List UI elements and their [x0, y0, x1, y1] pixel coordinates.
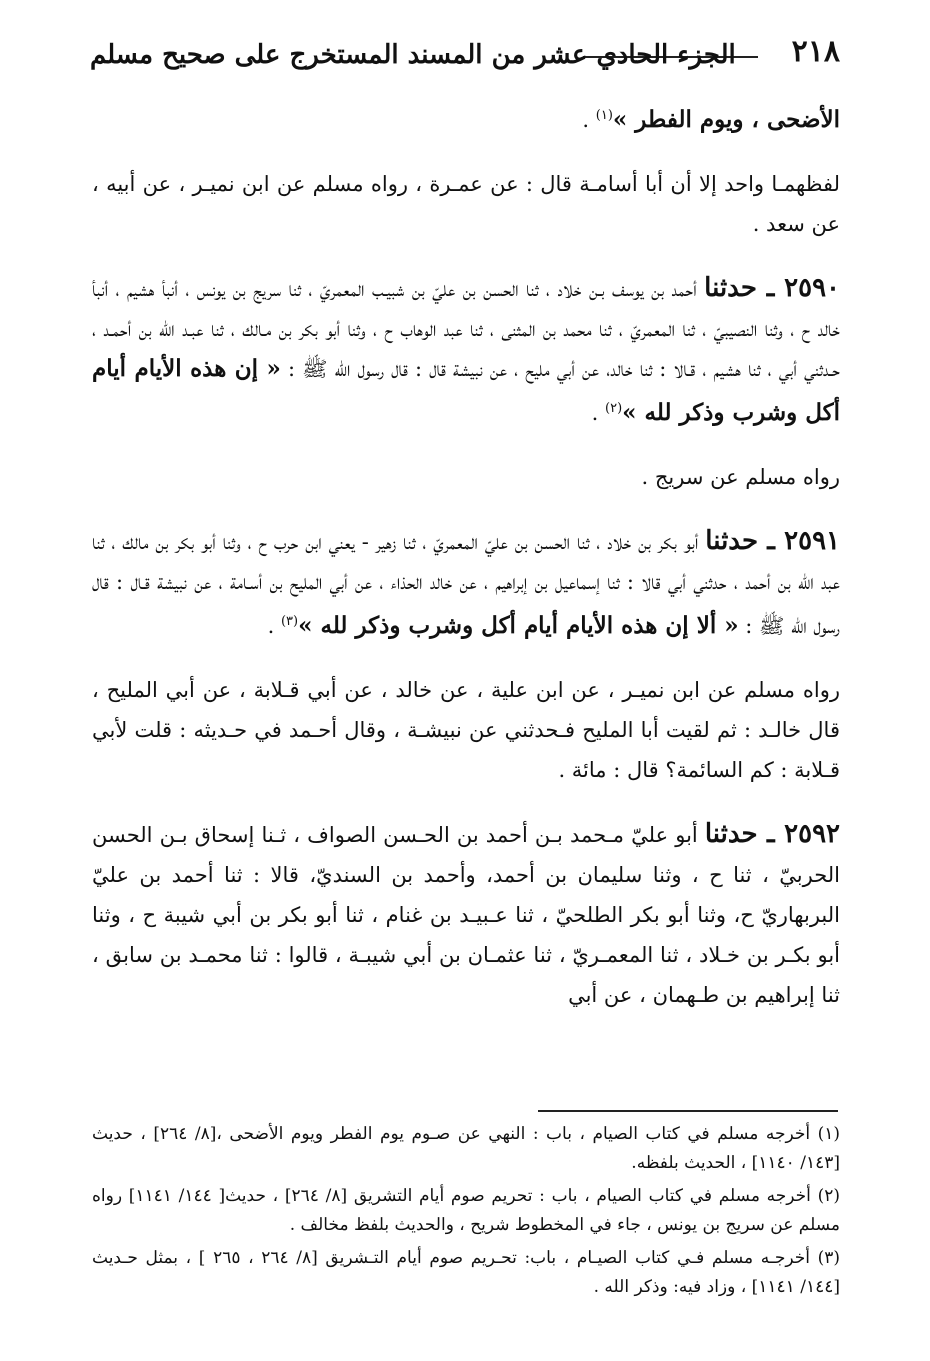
footnote-1: (١) أخرجه مسلم في كتاب الصيام ، باب : النهي عن صـوم يوم الفطر ويوم الأضحى ،[٨/ ٢٦٤] ، حديث [١٤٣/ ١١٤٠] ، الحديث بلفظه. — [92, 1124, 840, 1173]
main-text — [92, 96, 840, 1039]
commentary-paragraph: رواه مسلم عن ابن نميـر ، عن ابن علية ، عن خالد ، عن أبي قـلابة ، عن أبي المليح ، قال خالـد : ثم لقيت أبا المليح فـحدثني عن نبيشـة ، وقال أحـمد في حـديثه : قلت لأبي قـلابة : كم السائمة؟ قال : مائة . — [92, 678, 840, 782]
hadith-number: ٢٥٩٢ ـ حدثنا — [704, 819, 840, 849]
hadith-2590 — [92, 268, 840, 433]
continuation-paragraph — [92, 96, 840, 140]
page-header — [90, 32, 840, 82]
footnote-ref-3: (٣) — [280, 614, 299, 629]
hadith-2592 — [92, 814, 840, 1015]
commentary-paragraph: رواه مسلم عن سريج . — [641, 465, 840, 489]
running-title: الجزء الحادي عشر من المسند المستخرج على صحيح مسلم — [90, 40, 736, 70]
footnote-2: (٢) أخرجه مسلم في كتاب الصيام ، باب : تحريم صوم أيام التشريق [٨/ ٢٦٤] ، حديث[ ١٤٤/ ١١٤١] رواه مسلم عن سريج بن يونس ، جاء في المخطوط شريح ، والحديث بلفظ مخالف . — [92, 1186, 840, 1235]
paragraph-tail: . — [267, 614, 281, 638]
commentary-paragraph: لفظهمـا واحد إلا أن أبا أسامـة قال : عن عمـرة ، رواه مسلم عن ابن نميـر ، عن أبيه ، عن سعد . — [92, 172, 840, 236]
page-number: ٢١٨ — [791, 34, 840, 69]
isnad-text: أبو عليّ مـحمد بـن أحمد بن الحـسن الصواف ، ثـنا إسحاق بـن الحسن الحربيّ ، ثنا ح ، وثنا سليمان بن أحمد، وأحمد بن السنديّ، قالا : ثنا أحمد بن عليّ البربهاريّ ح، وثنا أبو بكر الطلحيّ ، ثنا عـبيـد بن غنام ، ثنا أبو بكر بن أبي شيبة ح ، وثنا أبو بكـر بن خـلاد ، ثنا المعمـريّ ، ثنا عثمـان بن أبي شيبـة ، قالوا : ثنا محمـد بن سابق ، ثنا إبراهيم بن طـهمان ، عن أبي — [92, 823, 840, 1007]
footnote-ref-2: (٢) — [605, 401, 623, 416]
hadith-number: ٢٥٩١ ـ حدثنا — [705, 526, 840, 556]
footnotes — [92, 1120, 840, 1306]
footnote-ref-1: (١) — [595, 108, 613, 123]
hadith-quote: « ألا إن هذه الأيام أيام أكل وشرب وذكر لله » — [298, 612, 739, 639]
isnad-text: أبو بكر بن خلاد ، ثنا الحسن بن عليّ المعمريّ ، ثنا زهير - يعني ابن حرب ح ، وثنا أبو بكر بن مالك ، ثنا عبد الله بن أحمد ، حدثني أبي قالا : ثنا إسماعيل بن إبراهيم ، عن خالد الحذاء ، عن أبي المليح بن أسـامة ، عن نبيشة قـال : قال رسول الله ﷺ : — [92, 530, 840, 638]
footnote-3: (٣) أخرجـه مسلم فـي كتاب الصيـام ، باب: تحـريم صوم أيام التـشريق [٨/ ٢٦٤ ، ٢٦٥ ] ، بمثل حـديث [١٤٤/ ١١٤١] ، وزاد فيه: وذكر الله . — [92, 1248, 841, 1297]
quote-ending: الأضحى ، ويوم الفطر » — [612, 106, 840, 133]
hadith-2591 — [92, 521, 840, 646]
hadith-quote: « إن هذه الأيام أيام أكل وشرب وذكر لله » — [92, 355, 840, 426]
footnote-rule — [538, 1110, 838, 1112]
hadith-number: ٢٥٩٠ ـ حدثنا — [704, 273, 841, 303]
isnad-text: أحمد بن يوسف بـن خلاد ، ثنا الحسن بن عليّ بن شبيـب المعمريّ ، ثنا سريج بن يونس ، أنبأ هشيم ، أنبأ خالد ح ، وثنا النصيبيّ ، ثنا المعمريّ ، ثنا محمد بن المثنى ، ثنا عبد الوهاب ح ، وثنا أبو بكر بن مـالك ، ثنا عبـد الله بن أحمـد ، حـدثني أبي ، ثنا هشيم ، قـالا : ثنا خالد، عن أبي مليح ، عن نبيشة قال : قال رسول الله ﷺ : — [92, 277, 840, 381]
paragraph-tail: . — [582, 108, 596, 132]
paragraph-tail: . — [591, 401, 606, 425]
